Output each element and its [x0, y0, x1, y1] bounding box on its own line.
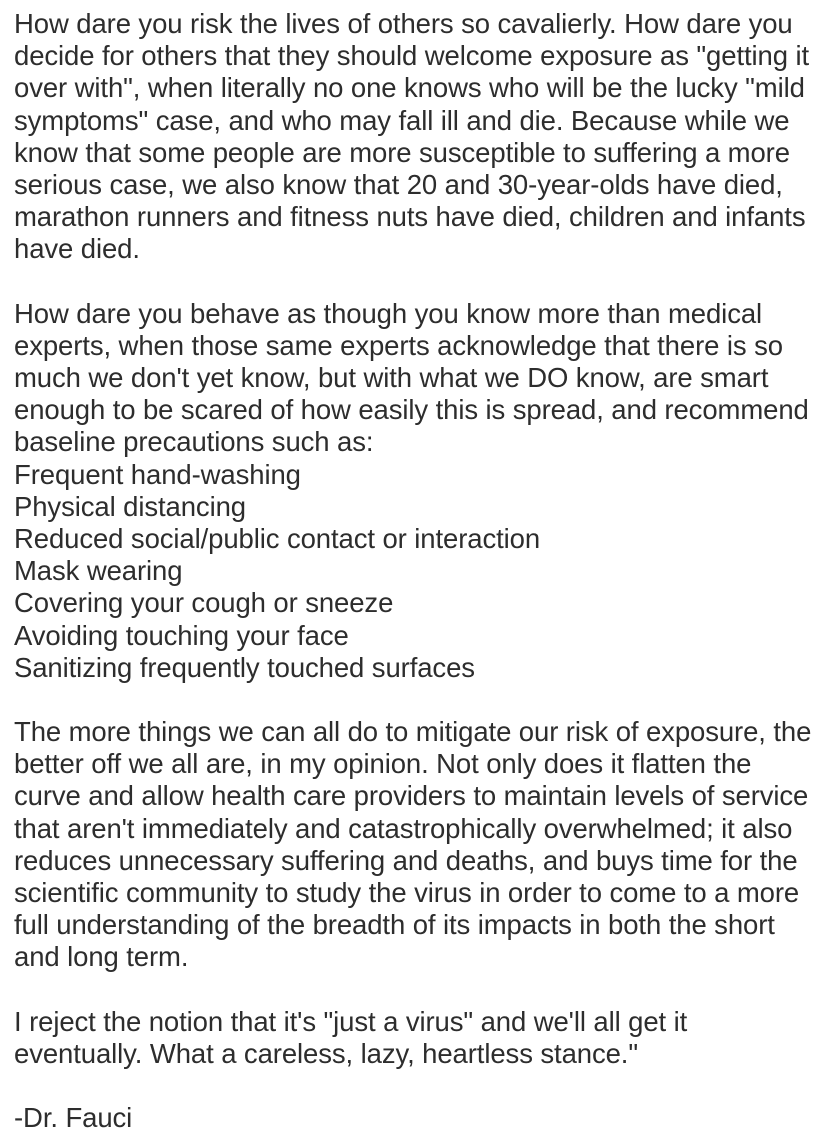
list-item: Frequent hand-washing: [14, 458, 301, 490]
list-item: Covering your cough or sneeze: [14, 587, 394, 619]
paragraph-spacer: [14, 974, 814, 1006]
paragraph-4: I reject the notion that it's "just a virus" and we'll all get it eventually. What a careless, lazy, heartless stance.": [14, 1005, 695, 1069]
paragraph-spacer: [14, 684, 814, 716]
attribution-line: -Dr. Fauci: [14, 1102, 133, 1134]
paragraph-1: How dare you risk the lives of others so cavalierly. How dare you decide for others that they should welcome exposure as "getting it over with", when literally no one knows who will be the lucky "mild symptoms" case, and who may fall ill and die. Because while we know that some people are more susceptible to suffering a more serious case, we also know that 20 and 30-year-olds have died, marathon runners and fitness nuts have died, children and infants have died.: [14, 8, 817, 265]
list-item: Reduced social/public contact or interaction: [14, 523, 541, 555]
paragraph-spacer: [14, 1070, 814, 1102]
precautions-list: [14, 459, 814, 684]
list-item: Physical distancing: [14, 490, 246, 522]
paragraph-spacer: [14, 266, 814, 298]
paragraph-2: How dare you behave as though you know more than medical experts, when those same experts acknowledge that there is so much we don't yet know, but with what we DO know, are smart enough to be scared of how easily this is spread, and recommend baseline precautions such as:: [14, 297, 817, 458]
list-item: Avoiding touching your face: [14, 619, 349, 651]
list-item: Sanitizing frequently touched surfaces: [14, 651, 475, 683]
paragraph-3: The more things we can all do to mitigate our risk of exposure, the better off we all are, in my opinion. Not only does it flatten the curve and allow health care providers to maintain levels of service that aren't immediately and catastrophically overwhelmed; it also reduces unnecessary suffering and deaths, and buys time for the scientific community to study the virus in order to come to a more full understanding of the breadth of its impacts in both the short and long term.: [14, 716, 819, 973]
list-item: Mask wearing: [14, 555, 183, 587]
